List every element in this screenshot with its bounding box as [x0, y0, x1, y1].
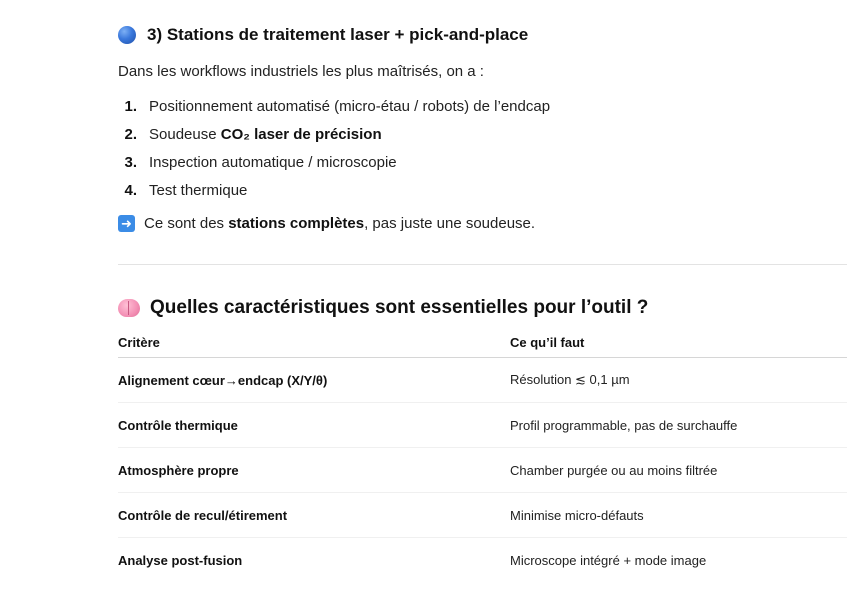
list-number: 3.	[124, 153, 137, 171]
table-cell-critere: Contrôle de recul/étirement	[118, 493, 510, 538]
table-cell-besoin: Minimise micro-défauts	[510, 493, 847, 538]
table-header-row	[118, 328, 847, 358]
table-cell-critere: Contrôle thermique	[118, 403, 510, 448]
table-cell-critere: Atmosphère propre	[118, 448, 510, 493]
conclusion-prefix: Ce sont des	[144, 214, 229, 232]
list-number: 1.	[124, 97, 137, 115]
table-row	[118, 493, 847, 538]
list-number: 4.	[124, 181, 137, 199]
table-row	[118, 358, 847, 403]
table-cell-besoin: Chamber purgée ou au moins filtrée	[510, 448, 847, 493]
list-item	[118, 120, 550, 148]
table-row	[118, 448, 847, 493]
list-item	[118, 176, 550, 204]
conclusion-text	[144, 215, 535, 232]
section-title: 3) Stations de traitement laser + pick-and-place	[147, 25, 529, 44]
list-item-text: Test thermique	[149, 181, 248, 199]
list-item	[118, 148, 550, 176]
workflow-steps-list	[118, 92, 550, 204]
list-item	[118, 92, 550, 120]
features-title: Quelles caractéristiques sont essentielles pour l’outil ?	[150, 297, 649, 318]
table-cell-critere: Alignement cœur→endcap (X/Y/θ)	[118, 358, 510, 403]
conclusion-suffix: , pas juste une soudeuse.	[364, 214, 536, 232]
list-item-text: Inspection automatique / microscopie	[149, 153, 397, 171]
intro-paragraph: Dans les workflows industriels les plus maîtrisés, on a :	[118, 63, 484, 80]
list-item-text	[149, 126, 382, 143]
table-cell-besoin: Résolution ≲ 0,1 µm	[510, 358, 847, 403]
brain-icon	[118, 299, 140, 317]
criteria-table	[118, 328, 847, 582]
conclusion-line	[118, 212, 535, 234]
conclusion-bold: stations complètes	[228, 214, 365, 232]
section-divider	[118, 264, 847, 265]
column-header-besoin: Ce qu’il faut	[510, 328, 847, 358]
right-arrow-icon: ➜	[118, 215, 135, 232]
list-item-text-bold: CO₂ laser de précision	[220, 125, 382, 143]
table-cell-besoin: Profil programmable, pas de surchauffe	[510, 403, 847, 448]
column-header-critere: Critère	[118, 328, 510, 358]
table-cell-besoin: Microscope intégré + mode image	[510, 552, 707, 568]
section-heading-features	[118, 294, 648, 322]
table-row	[118, 538, 847, 583]
table-cell-critere: Analyse post-fusion	[118, 552, 243, 568]
list-number: 2.	[124, 125, 137, 143]
table-row	[118, 403, 847, 448]
list-item-text: Positionnement automatisé (micro-étau / robots) de l’endcap	[149, 97, 551, 115]
list-item-text-prefix: Soudeuse	[149, 125, 221, 143]
section-heading-stations	[118, 22, 528, 48]
blue-circle-icon	[118, 26, 136, 44]
